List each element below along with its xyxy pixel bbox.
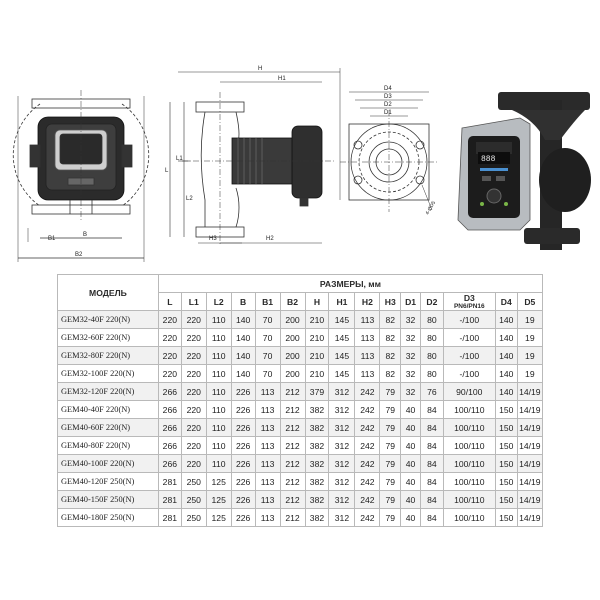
value-cell-d4: 140 (495, 329, 517, 347)
dim-label-d1: D1 (384, 110, 392, 116)
value-cell-d5: 14/19 (517, 455, 542, 473)
value-cell-l1: 220 (181, 455, 206, 473)
value-cell-h2: 113 (355, 365, 380, 383)
column-header-d3: D3 PN6/PN16 (443, 293, 495, 311)
value-cell-b2: 200 (280, 365, 305, 383)
value-cell-d4: 150 (495, 509, 517, 527)
value-cell-d5: 19 (517, 365, 542, 383)
value-cell-d5: 19 (517, 329, 542, 347)
value-cell-h1: 312 (329, 455, 355, 473)
table-row (58, 365, 543, 383)
value-cell-h: 382 (305, 455, 329, 473)
dim-label-l: L (165, 168, 169, 174)
column-header-h1: H1 (329, 293, 355, 311)
value-cell-d1: 40 (401, 491, 421, 509)
value-cell-b: 226 (231, 491, 255, 509)
value-cell-d1: 40 (401, 455, 421, 473)
value-cell-d5: 14/19 (517, 491, 542, 509)
value-cell-l: 281 (158, 509, 181, 527)
value-cell-l1: 250 (181, 473, 206, 491)
value-cell-l: 281 (158, 473, 181, 491)
value-cell-d2: 84 (420, 509, 443, 527)
value-cell-h3: 79 (380, 455, 401, 473)
model-cell: GEM32-60F 220(N) (58, 329, 159, 347)
value-cell-h3: 82 (380, 365, 401, 383)
column-header-l1: L1 (181, 293, 206, 311)
value-cell-h1: 312 (329, 509, 355, 527)
value-cell-h: 382 (305, 473, 329, 491)
model-cell: GEM40-120F 250(N) (58, 473, 159, 491)
value-cell-l2: 110 (206, 311, 231, 329)
column-header-d1: D1 (401, 293, 421, 311)
model-cell: GEM40-40F 220(N) (58, 401, 159, 419)
dim-label-h: H (258, 66, 263, 72)
value-cell-d4: 140 (495, 383, 517, 401)
value-cell-h: 382 (305, 509, 329, 527)
value-cell-d4: 140 (495, 347, 517, 365)
value-cell-d2: 84 (420, 437, 443, 455)
value-cell-l2: 110 (206, 383, 231, 401)
value-cell-b: 226 (231, 473, 255, 491)
value-cell-d1: 32 (401, 311, 421, 329)
pump-product-photo (458, 92, 591, 250)
value-cell-d4: 150 (495, 473, 517, 491)
value-cell-b1: 70 (255, 311, 280, 329)
table-row (58, 383, 543, 401)
value-cell-d2: 76 (420, 383, 443, 401)
dim-label-d5: 4-ØD5 (424, 200, 438, 216)
value-cell-b2: 212 (280, 491, 305, 509)
value-cell-l1: 220 (181, 347, 206, 365)
dim-label-h3: H3 (209, 236, 217, 242)
model-header: МОДЕЛЬ (58, 275, 159, 311)
value-cell-l: 220 (158, 311, 181, 329)
value-cell-l2: 110 (206, 329, 231, 347)
value-cell-d1: 32 (401, 347, 421, 365)
value-cell-d2: 80 (420, 329, 443, 347)
d3-subheader: PN6/PN16 (453, 303, 485, 310)
value-cell-b2: 200 (280, 329, 305, 347)
value-cell-h2: 242 (355, 455, 380, 473)
table-row (58, 491, 543, 509)
table-row (58, 419, 543, 437)
value-cell-d1: 40 (401, 419, 421, 437)
technical-drawings (0, 0, 600, 272)
value-cell-d2: 80 (420, 365, 443, 383)
value-cell-h: 210 (305, 365, 329, 383)
table-row (58, 347, 543, 365)
value-cell-l: 220 (158, 347, 181, 365)
value-cell-b: 226 (231, 455, 255, 473)
value-cell-l1: 220 (181, 329, 206, 347)
value-cell-b1: 70 (255, 365, 280, 383)
value-cell-l: 266 (158, 455, 181, 473)
front-view-drawing (13, 90, 148, 262)
value-cell-h2: 242 (355, 383, 380, 401)
model-cell: GEM32-40F 220(N) (58, 311, 159, 329)
dim-label-d2: D2 (384, 102, 392, 108)
value-cell-d3: -/100 (443, 329, 495, 347)
dim-label-l2: L2 (186, 196, 193, 202)
side-view-drawing (170, 68, 340, 244)
value-cell-b1: 113 (255, 419, 280, 437)
value-cell-d1: 32 (401, 329, 421, 347)
value-cell-h1: 312 (329, 437, 355, 455)
value-cell-l1: 250 (181, 491, 206, 509)
value-cell-b2: 212 (280, 473, 305, 491)
value-cell-h3: 79 (380, 437, 401, 455)
value-cell-l2: 125 (206, 509, 231, 527)
value-cell-h2: 242 (355, 419, 380, 437)
value-cell-l: 266 (158, 383, 181, 401)
column-header-b: B (231, 293, 255, 311)
value-cell-h1: 312 (329, 401, 355, 419)
value-cell-h: 210 (305, 311, 329, 329)
value-cell-d1: 32 (401, 383, 421, 401)
value-cell-d3: 100/110 (443, 491, 495, 509)
value-cell-l: 266 (158, 419, 181, 437)
value-cell-d2: 84 (420, 401, 443, 419)
column-header-b2: B2 (280, 293, 305, 311)
value-cell-b: 140 (231, 365, 255, 383)
value-cell-d3: 100/110 (443, 401, 495, 419)
value-cell-b1: 113 (255, 437, 280, 455)
value-cell-b2: 212 (280, 437, 305, 455)
table-body (58, 311, 543, 527)
value-cell-h3: 82 (380, 311, 401, 329)
value-cell-d3: 100/110 (443, 509, 495, 527)
value-cell-d2: 80 (420, 311, 443, 329)
value-cell-b1: 113 (255, 491, 280, 509)
value-cell-l1: 220 (181, 419, 206, 437)
model-cell: GEM32-80F 220(N) (58, 347, 159, 365)
value-cell-b2: 212 (280, 509, 305, 527)
value-cell-l2: 110 (206, 455, 231, 473)
value-cell-b: 140 (231, 347, 255, 365)
svg-text:888: 888 (481, 155, 496, 164)
value-cell-h1: 145 (329, 329, 355, 347)
value-cell-l: 266 (158, 437, 181, 455)
value-cell-l1: 220 (181, 383, 206, 401)
column-header-d2: D2 (420, 293, 443, 311)
model-cell: GEM32-120F 220(N) (58, 383, 159, 401)
value-cell-d5: 14/19 (517, 473, 542, 491)
value-cell-h2: 242 (355, 437, 380, 455)
model-cell: GEM40-60F 220(N) (58, 419, 159, 437)
value-cell-d4: 150 (495, 491, 517, 509)
value-cell-h3: 82 (380, 347, 401, 365)
value-cell-b2: 200 (280, 347, 305, 365)
value-cell-b: 226 (231, 383, 255, 401)
value-cell-d4: 150 (495, 437, 517, 455)
column-header-h3: H3 (380, 293, 401, 311)
value-cell-h3: 79 (380, 473, 401, 491)
value-cell-d1: 40 (401, 401, 421, 419)
value-cell-d2: 84 (420, 491, 443, 509)
table-row (58, 437, 543, 455)
value-cell-d5: 14/19 (517, 383, 542, 401)
column-header-d4: D4 (495, 293, 517, 311)
value-cell-d3: 100/110 (443, 437, 495, 455)
value-cell-d4: 150 (495, 455, 517, 473)
value-cell-h: 379 (305, 383, 329, 401)
value-cell-h1: 312 (329, 473, 355, 491)
dim-label-l1: L1 (176, 156, 183, 162)
value-cell-d5: 14/19 (517, 419, 542, 437)
value-cell-b1: 70 (255, 329, 280, 347)
value-cell-b1: 113 (255, 455, 280, 473)
value-cell-b2: 212 (280, 419, 305, 437)
value-cell-b: 226 (231, 437, 255, 455)
value-cell-d2: 80 (420, 347, 443, 365)
value-cell-d2: 84 (420, 455, 443, 473)
column-header-l2: L2 (206, 293, 231, 311)
table-row (58, 455, 543, 473)
value-cell-l1: 220 (181, 365, 206, 383)
value-cell-h: 382 (305, 491, 329, 509)
value-cell-h: 210 (305, 347, 329, 365)
value-cell-h3: 79 (380, 509, 401, 527)
table-row (58, 509, 543, 527)
value-cell-b1: 113 (255, 509, 280, 527)
value-cell-h2: 242 (355, 473, 380, 491)
value-cell-h3: 79 (380, 419, 401, 437)
value-cell-l2: 110 (206, 437, 231, 455)
value-cell-h3: 79 (380, 491, 401, 509)
value-cell-h: 382 (305, 401, 329, 419)
value-cell-d5: 14/19 (517, 509, 542, 527)
model-cell: GEM40-80F 220(N) (58, 437, 159, 455)
value-cell-d5: 14/19 (517, 437, 542, 455)
value-cell-h1: 145 (329, 311, 355, 329)
value-cell-h1: 312 (329, 419, 355, 437)
dim-label-b2: B2 (75, 252, 83, 258)
value-cell-l2: 110 (206, 401, 231, 419)
value-cell-h2: 113 (355, 329, 380, 347)
dim-label-b1: B1 (48, 236, 56, 242)
value-cell-l2: 125 (206, 473, 231, 491)
value-cell-h1: 145 (329, 365, 355, 383)
value-cell-h2: 242 (355, 491, 380, 509)
value-cell-d1: 40 (401, 437, 421, 455)
value-cell-b2: 212 (280, 383, 305, 401)
value-cell-l2: 110 (206, 419, 231, 437)
value-cell-l1: 220 (181, 401, 206, 419)
value-cell-b: 226 (231, 419, 255, 437)
column-header-d5: D5 (517, 293, 542, 311)
value-cell-b: 140 (231, 329, 255, 347)
model-cell: GEM40-180F 250(N) (58, 509, 159, 527)
value-cell-d4: 140 (495, 365, 517, 383)
value-cell-l2: 110 (206, 347, 231, 365)
value-cell-h1: 145 (329, 347, 355, 365)
value-cell-b1: 70 (255, 347, 280, 365)
value-cell-d2: 84 (420, 419, 443, 437)
value-cell-b2: 212 (280, 401, 305, 419)
value-cell-h: 382 (305, 419, 329, 437)
value-cell-h2: 242 (355, 401, 380, 419)
table-row (58, 329, 543, 347)
value-cell-d3: 100/110 (443, 455, 495, 473)
value-cell-d2: 84 (420, 473, 443, 491)
value-cell-d4: 150 (495, 401, 517, 419)
value-cell-b: 140 (231, 311, 255, 329)
table-row (58, 401, 543, 419)
value-cell-d1: 40 (401, 509, 421, 527)
column-header-b1: B1 (255, 293, 280, 311)
value-cell-b: 226 (231, 509, 255, 527)
value-cell-l: 281 (158, 491, 181, 509)
dim-label-h2: H2 (266, 236, 274, 242)
dim-label-d3: D3 (384, 94, 392, 100)
value-cell-l2: 110 (206, 365, 231, 383)
column-header-h: H (305, 293, 329, 311)
dimensions-table (57, 274, 543, 527)
value-cell-d3: 100/110 (443, 419, 495, 437)
value-cell-d3: -/100 (443, 311, 495, 329)
value-cell-h: 382 (305, 437, 329, 455)
value-cell-b: 226 (231, 401, 255, 419)
value-cell-h1: 312 (329, 491, 355, 509)
value-cell-d5: 19 (517, 311, 542, 329)
value-cell-h3: 79 (380, 383, 401, 401)
value-cell-l1: 250 (181, 509, 206, 527)
value-cell-d3: -/100 (443, 365, 495, 383)
value-cell-l: 220 (158, 365, 181, 383)
value-cell-l1: 220 (181, 437, 206, 455)
model-cell: GEM40-150F 250(N) (58, 491, 159, 509)
value-cell-b1: 113 (255, 473, 280, 491)
value-cell-b1: 113 (255, 401, 280, 419)
value-cell-h2: 113 (355, 347, 380, 365)
value-cell-h3: 82 (380, 329, 401, 347)
value-cell-b2: 200 (280, 311, 305, 329)
value-cell-d5: 19 (517, 347, 542, 365)
dim-label-d4: D4 (384, 86, 392, 92)
value-cell-h2: 242 (355, 509, 380, 527)
value-cell-d3: 100/110 (443, 473, 495, 491)
value-cell-h1: 312 (329, 383, 355, 401)
dimensions-group-header: РАЗМЕРЫ, мм (158, 275, 542, 293)
value-cell-b1: 113 (255, 383, 280, 401)
value-cell-h3: 79 (380, 401, 401, 419)
value-cell-h2: 113 (355, 311, 380, 329)
value-cell-d1: 40 (401, 473, 421, 491)
dim-label-h1: H1 (278, 76, 286, 82)
value-cell-l2: 125 (206, 491, 231, 509)
value-cell-d1: 32 (401, 365, 421, 383)
model-cell: GEM32-100F 220(N) (58, 365, 159, 383)
value-cell-d3: 90/100 (443, 383, 495, 401)
value-cell-d4: 140 (495, 311, 517, 329)
column-header-l: L (158, 293, 181, 311)
table-row (58, 473, 543, 491)
value-cell-b2: 212 (280, 455, 305, 473)
value-cell-d3: -/100 (443, 347, 495, 365)
value-cell-h: 210 (305, 329, 329, 347)
value-cell-l: 220 (158, 329, 181, 347)
value-cell-l: 266 (158, 401, 181, 419)
value-cell-l1: 220 (181, 311, 206, 329)
dim-label-b: B (83, 232, 88, 238)
value-cell-d4: 150 (495, 419, 517, 437)
model-cell: GEM40-100F 220(N) (58, 455, 159, 473)
value-cell-d5: 14/19 (517, 401, 542, 419)
table-row (58, 311, 543, 329)
column-header-h2: H2 (355, 293, 380, 311)
